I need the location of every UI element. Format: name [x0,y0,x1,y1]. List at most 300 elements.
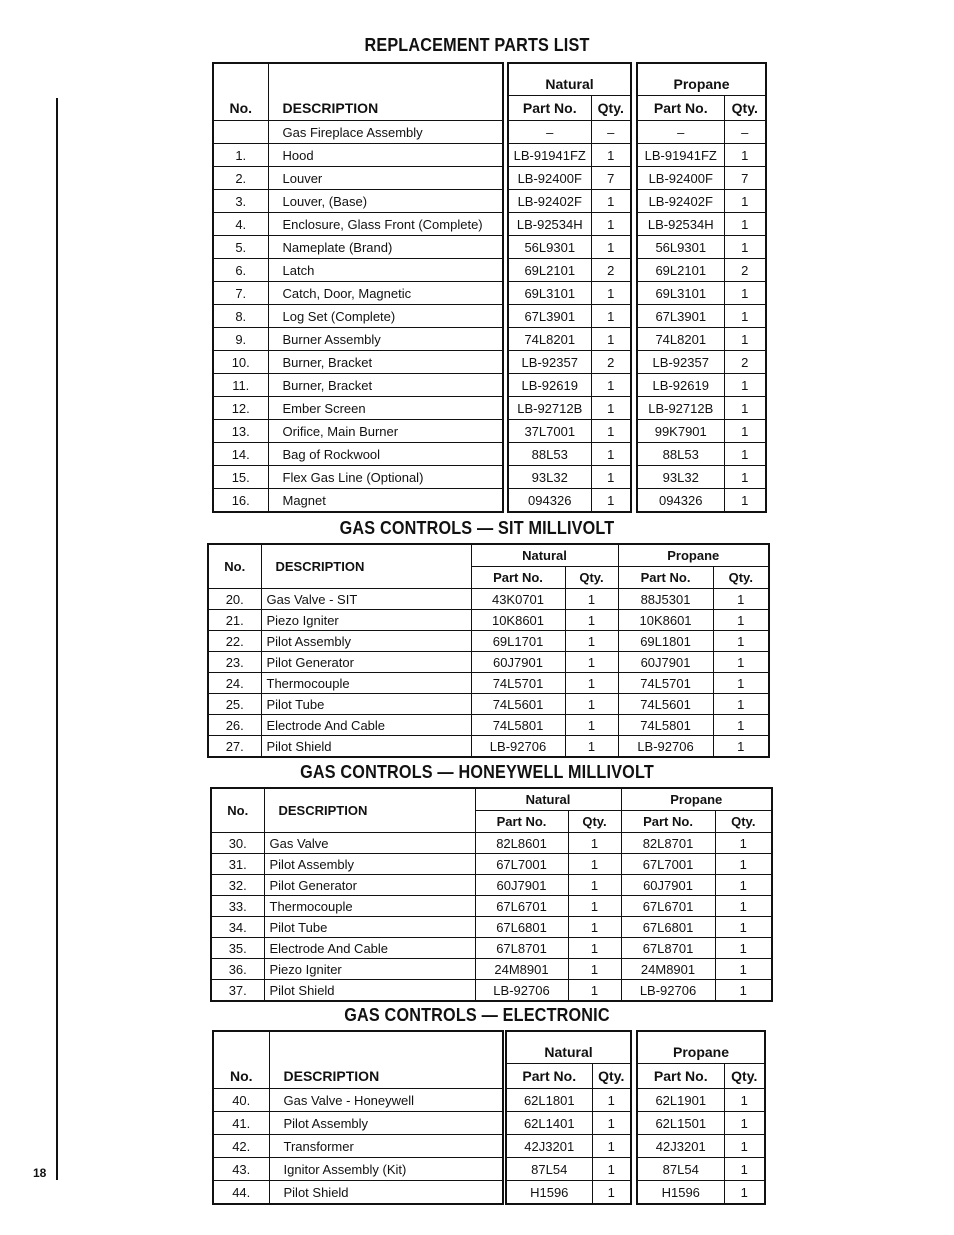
item-number: 24. [208,673,261,694]
col-header-no: No. [213,1031,269,1089]
table-row [208,736,769,758]
table-row [213,397,503,420]
item-number: 26. [208,715,261,736]
propane-qty: 1 [724,144,766,167]
header-row [208,544,769,567]
item-description: Burner, Bracket [268,351,503,374]
propane-part-no: 67L7001 [621,854,715,875]
col-header-qty: Qty. [713,567,769,589]
item-number: 20. [208,589,261,610]
natural-qty: 2 [591,259,631,282]
item-description: Ember Screen [268,397,503,420]
item-number: 33. [211,896,264,917]
col-header-qty: Qty. [724,1064,765,1089]
table-row [213,420,503,443]
propane-qty: 2 [724,259,766,282]
propane-qty: 1 [715,980,772,1002]
propane-part-no: 88L53 [637,443,724,466]
header-row [637,1031,765,1064]
item-description: Orifice, Main Burner [268,420,503,443]
table-row [637,1112,765,1135]
propane-qty: 1 [724,305,766,328]
propane-qty: 1 [724,1181,765,1205]
table-row [508,305,631,328]
propane-qty: 1 [724,1112,765,1135]
item-description: Pilot Generator [264,875,475,896]
table-row [637,167,766,190]
natural-part-no: 094326 [508,489,591,513]
natural-qty: 1 [568,980,621,1002]
propane-part-no: 62L1901 [637,1089,724,1112]
table-row [508,420,631,443]
item-description: Burner, Bracket [268,374,503,397]
propane-qty: 1 [724,397,766,420]
table-row [211,980,772,1002]
item-number: 36. [211,959,264,980]
natural-qty: 1 [568,938,621,959]
item-description: Electrode And Cable [261,715,471,736]
natural-part-no: LB-92534H [508,213,591,236]
item-number: 31. [211,854,264,875]
table-row [637,397,766,420]
table-row [637,1181,765,1205]
propane-qty: 1 [724,236,766,259]
natural-qty: 1 [591,397,631,420]
propane-qty: 1 [724,466,766,489]
col-header-description: DESCRIPTION [269,1031,503,1089]
propane-qty: 1 [713,589,769,610]
propane-part-no: – [637,121,724,144]
table-row [637,121,766,144]
propane-qty: 1 [715,875,772,896]
item-number: 14. [213,443,268,466]
item-number: 40. [213,1089,269,1112]
natural-part-no: 93L32 [508,466,591,489]
propane-part-no: 10K8601 [618,610,713,631]
natural-part-no: 42J3201 [506,1135,592,1158]
natural-qty: 1 [591,489,631,513]
section-title-honeywell-millivolt: GAS CONTROLS — HONEYWELL MILLIVOLT [300,762,654,782]
table-row [637,282,766,305]
natural-qty: 1 [565,589,618,610]
propane-qty: 1 [713,694,769,715]
col-header-no: No. [213,63,268,121]
table-row [506,1158,631,1181]
table-row [213,236,503,259]
table-row [213,121,503,144]
table-row [508,259,631,282]
natural-qty: 1 [592,1158,631,1181]
propane-qty: – [724,121,766,144]
propane-qty: 1 [715,854,772,875]
item-description: Louver [268,167,503,190]
col-header-qty: Qty. [568,811,621,833]
natural-part-no: – [508,121,591,144]
table-row [637,466,766,489]
propane-part-no: LB-92402F [637,190,724,213]
item-description: Thermocouple [261,673,471,694]
table-row [637,190,766,213]
item-number: 43. [213,1158,269,1181]
sit-millivolt-table [207,543,770,758]
table-row [208,589,769,610]
table-row [213,328,503,351]
natural-part-no: 62L1401 [506,1112,592,1135]
propane-qty: 1 [724,190,766,213]
natural-qty: 1 [565,694,618,715]
natural-part-no: LB-92402F [508,190,591,213]
table-row [508,328,631,351]
item-description: Piezo Igniter [264,959,475,980]
propane-qty: 1 [715,959,772,980]
propane-qty: 1 [724,374,766,397]
propane-qty: 1 [724,1135,765,1158]
parts-natural-table [507,62,632,513]
propane-qty: 2 [724,351,766,374]
natural-part-no: LB-92400F [508,167,591,190]
col-header-part-no: Part No. [508,96,591,121]
natural-qty: – [591,121,631,144]
propane-part-no: 69L2101 [637,259,724,282]
natural-qty: 1 [592,1089,631,1112]
natural-qty: 1 [565,673,618,694]
table-row [211,938,772,959]
item-number: 9. [213,328,268,351]
electronic-propane-table [636,1030,766,1205]
item-number: 12. [213,397,268,420]
col-header-qty: Qty. [715,811,772,833]
parts-propane-table [636,62,767,513]
item-description: Pilot Shield [264,980,475,1002]
table-row [211,917,772,938]
col-header-propane: Propane [637,63,766,96]
table-row [637,213,766,236]
table-row [211,959,772,980]
col-header-part-no: Part No. [618,567,713,589]
table-row [508,121,631,144]
electronic-natural-table [505,1030,632,1205]
propane-part-no: 74L5801 [618,715,713,736]
propane-part-no: 74L5701 [618,673,713,694]
col-header-natural: Natural [471,544,618,567]
natural-qty: 1 [592,1135,631,1158]
table-row [637,1089,765,1112]
natural-part-no: 60J7901 [475,875,568,896]
natural-part-no: 60J7901 [471,652,565,673]
table-row [508,489,631,513]
propane-part-no: 094326 [637,489,724,513]
table-row [637,328,766,351]
natural-part-no: 62L1801 [506,1089,592,1112]
item-description: Magnet [268,489,503,513]
col-header-qty: Qty. [591,96,631,121]
propane-part-no: LB-92706 [621,980,715,1002]
natural-qty: 1 [568,917,621,938]
table-row [637,144,766,167]
item-description: Catch, Door, Magnetic [268,282,503,305]
col-header-qty: Qty. [724,96,766,121]
table-row [208,631,769,652]
propane-part-no: 93L32 [637,466,724,489]
propane-part-no: 74L8201 [637,328,724,351]
item-description: Pilot Generator [261,652,471,673]
table-row [213,1089,503,1112]
propane-qty: 1 [715,833,772,854]
item-number: 44. [213,1181,269,1205]
natural-qty: 1 [565,736,618,758]
col-header-description: DESCRIPTION [261,544,471,589]
natural-part-no: 67L8701 [475,938,568,959]
natural-part-no: 74L5701 [471,673,565,694]
item-description: Nameplate (Brand) [268,236,503,259]
natural-qty: 1 [565,652,618,673]
table-row [213,466,503,489]
natural-part-no: 69L3101 [508,282,591,305]
natural-part-no: 74L8201 [508,328,591,351]
section-title-replacement-parts: REPLACEMENT PARTS LIST [364,35,590,55]
table-row [508,190,631,213]
item-number: 30. [211,833,264,854]
item-description: Latch [268,259,503,282]
item-number: 7. [213,282,268,305]
table-row [637,1158,765,1181]
col-header-part-no: Part No. [506,1064,592,1089]
item-description: Louver, (Base) [268,190,503,213]
propane-part-no: 62L1501 [637,1112,724,1135]
propane-qty: 1 [724,420,766,443]
natural-part-no: 37L7001 [508,420,591,443]
propane-part-no: 67L6701 [621,896,715,917]
propane-qty: 1 [713,610,769,631]
honeywell-millivolt-table [210,787,773,1002]
natural-part-no: 67L3901 [508,305,591,328]
natural-qty: 1 [591,328,631,351]
header-row [637,96,766,121]
table-row [637,420,766,443]
natural-part-no: 88L53 [508,443,591,466]
col-header-no: No. [208,544,261,589]
propane-qty: 1 [713,736,769,758]
natural-part-no: 69L1701 [471,631,565,652]
propane-qty: 1 [724,1089,765,1112]
propane-qty: 1 [724,489,766,513]
item-number: 13. [213,420,268,443]
page-number: 18 [33,1166,47,1180]
propane-part-no: 56L9301 [637,236,724,259]
table-row [637,236,766,259]
propane-part-no: 87L54 [637,1158,724,1181]
natural-part-no: LB-92706 [471,736,565,758]
propane-part-no: 42J3201 [637,1135,724,1158]
natural-qty: 1 [592,1112,631,1135]
item-number: 5. [213,236,268,259]
table-row [508,466,631,489]
propane-part-no: 60J7901 [618,652,713,673]
table-row [213,144,503,167]
item-description: Log Set (Complete) [268,305,503,328]
item-description: Pilot Tube [264,917,475,938]
propane-part-no: 67L8701 [621,938,715,959]
natural-part-no: 69L2101 [508,259,591,282]
item-number: 2. [213,167,268,190]
propane-part-no: 74L5601 [618,694,713,715]
item-description: Enclosure, Glass Front (Complete) [268,213,503,236]
item-number: 4. [213,213,268,236]
table-row [213,443,503,466]
propane-qty: 1 [715,896,772,917]
item-description: Transformer [269,1135,503,1158]
natural-part-no: LB-92357 [508,351,591,374]
propane-part-no: LB-92706 [618,736,713,758]
table-row [637,259,766,282]
table-row [506,1089,631,1112]
item-description: Flex Gas Line (Optional) [268,466,503,489]
propane-part-no: LB-91941FZ [637,144,724,167]
col-header-propane: Propane [618,544,769,567]
table-row [508,213,631,236]
table-row [208,715,769,736]
section-title-electronic: GAS CONTROLS — ELECTRONIC [344,1005,610,1025]
propane-part-no: LB-92400F [637,167,724,190]
natural-part-no: 43K0701 [471,589,565,610]
natural-qty: 1 [565,715,618,736]
item-description: Ignitor Assembly (Kit) [269,1158,503,1181]
item-number: 42. [213,1135,269,1158]
table-row [637,305,766,328]
propane-qty: 1 [724,328,766,351]
natural-qty: 1 [568,833,621,854]
table-row [211,833,772,854]
col-header-description: DESCRIPTION [264,788,475,833]
table-row [208,652,769,673]
header-row [506,1064,631,1089]
header-row [508,63,631,96]
table-row [213,374,503,397]
table-row [213,1181,503,1205]
item-number [213,121,268,144]
natural-qty: 1 [591,305,631,328]
table-row [508,443,631,466]
item-number: 34. [211,917,264,938]
item-number: 10. [213,351,268,374]
header-row [506,1031,631,1064]
table-row [213,1112,503,1135]
item-number: 1. [213,144,268,167]
item-description: Pilot Assembly [264,854,475,875]
table-row [508,397,631,420]
section-title-sit-millivolt: GAS CONTROLS — SIT MILLIVOLT [339,518,615,538]
col-header-part-no: Part No. [637,1064,724,1089]
table-row [637,374,766,397]
item-number: 8. [213,305,268,328]
col-header-natural: Natural [506,1031,631,1064]
propane-part-no: LB-92619 [637,374,724,397]
item-number: 16. [213,489,268,513]
col-header-natural: Natural [475,788,621,811]
table-row [211,854,772,875]
table-row [508,144,631,167]
item-description: Bag of Rockwool [268,443,503,466]
table-row [637,443,766,466]
propane-qty: 1 [715,917,772,938]
propane-part-no: 24M8901 [621,959,715,980]
table-row [213,351,503,374]
table-row [508,167,631,190]
item-description: Pilot Assembly [261,631,471,652]
natural-qty: 1 [591,190,631,213]
natural-part-no: 74L5601 [471,694,565,715]
table-row [213,190,503,213]
header-row [508,96,631,121]
natural-part-no: 67L7001 [475,854,568,875]
propane-part-no: 67L6801 [621,917,715,938]
col-header-part-no: Part No. [637,96,724,121]
table-row [506,1181,631,1205]
table-row [213,305,503,328]
propane-qty: 1 [724,213,766,236]
col-header-no: No. [211,788,264,833]
item-description: Gas Valve [264,833,475,854]
propane-qty: 1 [713,715,769,736]
parts-description-table [212,62,504,513]
natural-qty: 1 [591,374,631,397]
natural-qty: 2 [591,351,631,374]
propane-qty: 1 [713,652,769,673]
table-row [508,236,631,259]
table-row [506,1135,631,1158]
propane-part-no: LB-92357 [637,351,724,374]
natural-part-no: 67L6801 [475,917,568,938]
natural-part-no: 67L6701 [475,896,568,917]
col-header-propane: Propane [621,788,772,811]
natural-part-no: LB-92706 [475,980,568,1002]
propane-part-no: 88J5301 [618,589,713,610]
natural-qty: 1 [591,443,631,466]
item-description: Piezo Igniter [261,610,471,631]
table-row [208,610,769,631]
natural-qty: 1 [591,213,631,236]
item-description: Electrode And Cable [264,938,475,959]
item-description: Pilot Shield [261,736,471,758]
propane-qty: 1 [724,1158,765,1181]
item-number: 27. [208,736,261,758]
propane-part-no: 69L3101 [637,282,724,305]
item-number: 37. [211,980,264,1002]
col-header-qty: Qty. [592,1064,631,1089]
item-number: 25. [208,694,261,715]
item-description: Gas Fireplace Assembly [268,121,503,144]
header-row [637,1064,765,1089]
propane-qty: 1 [715,938,772,959]
natural-qty: 1 [591,420,631,443]
propane-part-no: 60J7901 [621,875,715,896]
table-row [208,673,769,694]
propane-qty: 1 [724,282,766,305]
propane-part-no: 69L1801 [618,631,713,652]
table-row [213,1135,503,1158]
natural-qty: 1 [568,854,621,875]
table-row [211,896,772,917]
table-row [213,167,503,190]
table-row [213,489,503,513]
item-number: 35. [211,938,264,959]
table-row [637,351,766,374]
col-header-propane: Propane [637,1031,765,1064]
propane-qty: 1 [713,631,769,652]
col-header-natural: Natural [508,63,631,96]
natural-part-no: 82L8601 [475,833,568,854]
item-description: Pilot Tube [261,694,471,715]
